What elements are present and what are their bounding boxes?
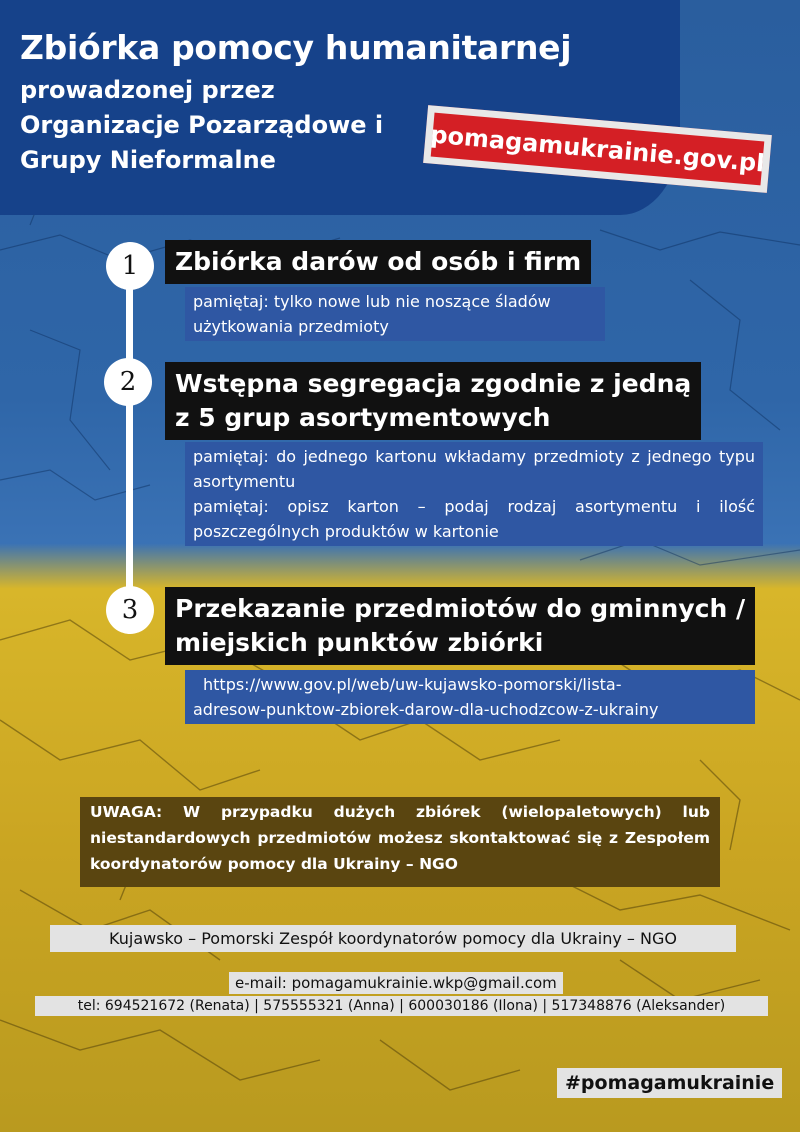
note-paragraph: pamiętaj: opisz karton – podaj rodzaj asortymentu i ilość poszczególnych produktów w kartonie: [193, 497, 755, 541]
page-subtitle: [20, 73, 383, 178]
note-line: pamiętaj: tylko nowe lub nie noszące śladów: [193, 292, 551, 311]
subtitle-line: Organizacje Pozarządowe i: [20, 111, 384, 139]
note-line: użytkowania przedmioty: [193, 317, 389, 336]
contact-phones: tel: 694521672 (Renata) | 575555321 (Anna) | 600030186 (Ilona) | 517348876 (Aleksander): [35, 996, 768, 1016]
step-number-2: 2: [104, 358, 152, 406]
step-title-line: miejskich punktów zbiórki: [175, 628, 544, 657]
step-3-title: [165, 587, 755, 665]
step-number-1: 1: [106, 242, 154, 290]
page-title: Zbiórka pomocy humanitarnej: [20, 28, 572, 67]
step-title-line: Wstępna segregacja zgodnie z jedną: [175, 369, 692, 398]
step-1-note: [185, 287, 605, 341]
subtitle-line: prowadzonej przez: [20, 76, 275, 104]
collection-points-link[interactable]: [185, 670, 755, 724]
step-number-3: 3: [106, 586, 154, 634]
note-paragraph: pamiętaj: do jednego kartonu wkładamy przedmioty z jednego typu asortymentu: [193, 447, 755, 491]
hashtag-label: #pomagamukrainie: [557, 1068, 782, 1098]
link-line: adresow-punktow-zbiorek-darow-dla-uchodzcow-z-ukrainy: [193, 700, 659, 719]
timeline-line: [126, 265, 133, 610]
contact-email[interactable]: e-mail: pomagamukrainie.wkp@gmail.com: [229, 972, 563, 994]
step-title-line: z 5 grup asortymentowych: [175, 403, 551, 432]
subtitle-line: Grupy Nieformalne: [20, 146, 276, 174]
step-title-line: Zbiórka darów od osób i firm: [175, 247, 582, 276]
step-1-title: [165, 240, 591, 284]
step-2-note: [185, 442, 763, 546]
step-2-title: [165, 362, 701, 440]
website-badge[interactable]: pomagamukrainie.gov.pl: [423, 105, 772, 193]
step-title-line: Przekazanie przedmiotów do gminnych /: [175, 594, 746, 623]
warning-box: UWAGA: W przypadku dużych zbiórek (wielopaletowych) lub niestandardowych przedmiotów możesz skontaktować się z Zespołem koordynatorów pomocy dla Ukrainy – NGO: [80, 797, 720, 887]
link-line: https://www.gov.pl/web/uw-kujawsko-pomorski/lista-: [203, 675, 622, 694]
organization-name: Kujawsko – Pomorski Zespół koordynatorów pomocy dla Ukrainy – NGO: [50, 925, 736, 952]
